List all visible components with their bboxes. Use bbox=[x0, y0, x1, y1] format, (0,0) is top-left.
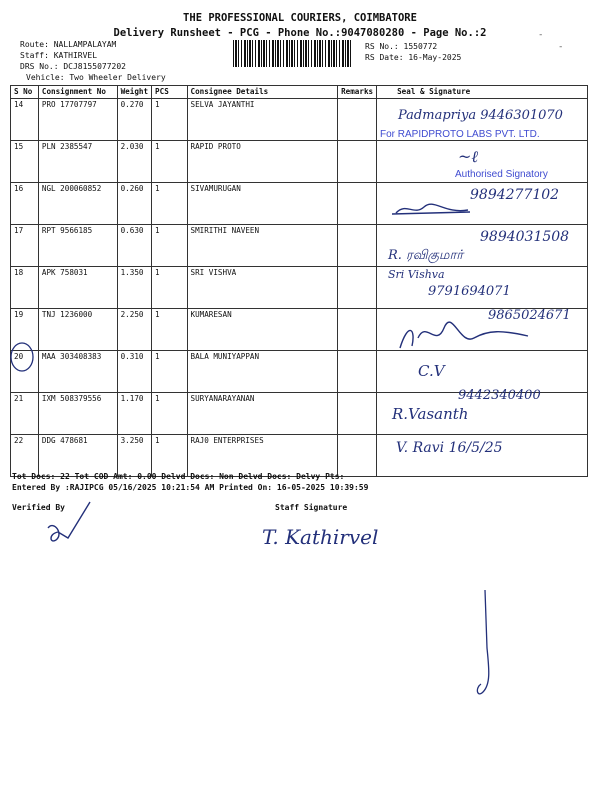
col-consignee: Consignee Details bbox=[187, 86, 338, 99]
staff-label: Staff: KATHIRVEL bbox=[20, 51, 98, 60]
cell-pcs: 1 bbox=[152, 393, 187, 435]
table-row bbox=[11, 351, 588, 393]
col-remarks: Remarks bbox=[338, 86, 377, 99]
cell-pcs: 1 bbox=[152, 267, 187, 309]
route-label: Route: NALLAMPALAYAM bbox=[20, 40, 117, 49]
cell-pcs: 1 bbox=[152, 99, 187, 141]
cell-pcs: 1 bbox=[152, 351, 187, 393]
signature-scribble-icon bbox=[392, 318, 532, 354]
signature-row-14: Padmapriya 9446301070 bbox=[398, 108, 563, 123]
scan-mark: - bbox=[558, 42, 564, 52]
vehicle-label: Vehicle: Two Wheeler Delivery bbox=[26, 73, 166, 82]
cell-pcs: 1 bbox=[152, 309, 187, 351]
cell-consignee: KUMARESAN bbox=[187, 309, 338, 351]
signature-row-15: ~ℓ bbox=[458, 147, 479, 166]
cell-remarks bbox=[338, 225, 377, 267]
signature-row-16-number: 9894277102 bbox=[470, 187, 560, 203]
signature-row-21-number: 9442340400 bbox=[458, 388, 541, 403]
col-sno: S No bbox=[11, 86, 39, 99]
drs-number: DRS No.: DCJ8155077202 bbox=[20, 62, 126, 71]
rs-date: RS Date: 16-May-2025 bbox=[365, 53, 462, 62]
rs-number: RS No.: 1550772 bbox=[365, 42, 438, 51]
cell-consignment: PLN 2385547 bbox=[38, 141, 117, 183]
cell-consignee: SELVA JAYANTHI bbox=[187, 99, 338, 141]
cell-pcs: 1 bbox=[152, 183, 187, 225]
verifier-signature-icon bbox=[40, 498, 100, 548]
cell-consignee: SIVAMURUGAN bbox=[187, 183, 338, 225]
cell-weight: 0.270 bbox=[117, 99, 151, 141]
authorised-signatory-stamp: Authorised Signatory bbox=[455, 169, 548, 180]
cell-sno: 14 bbox=[11, 99, 39, 141]
col-seal-signature: Seal & Signature bbox=[377, 86, 588, 99]
cell-weight: 0.310 bbox=[117, 351, 151, 393]
circle-mark-icon bbox=[8, 340, 36, 374]
cell-weight: 0.260 bbox=[117, 183, 151, 225]
col-pcs: PCS bbox=[152, 86, 187, 99]
col-consignment: Consignment No bbox=[38, 86, 117, 99]
cell-sno: 21 bbox=[11, 393, 39, 435]
cell-sno: 18 bbox=[11, 267, 39, 309]
scan-mark: - bbox=[538, 30, 544, 40]
cell-consignment: NGL 200060852 bbox=[38, 183, 117, 225]
margin-scribble-icon bbox=[465, 588, 505, 708]
cell-remarks bbox=[338, 183, 377, 225]
signature-row-20: C.V bbox=[418, 362, 445, 380]
cell-remarks bbox=[338, 141, 377, 183]
staff-signature: T. Kathirvel bbox=[262, 525, 379, 549]
cell-weight: 3.250 bbox=[117, 435, 151, 477]
signature-row-18-name: R. ரவிகுமார் bbox=[388, 248, 464, 263]
cell-weight: 1.350 bbox=[117, 267, 151, 309]
cell-consignee: RAJ0 ENTERPRISES bbox=[187, 435, 338, 477]
staff-signature-label: Staff Signature bbox=[275, 503, 348, 512]
cell-signature bbox=[377, 351, 588, 393]
cell-sno: 22 bbox=[11, 435, 39, 477]
totals-line: Tot Docs: 22 Tot COD Amt: 0.00 Delvd Docs: Non Delvd Docs: Delvy Pts: bbox=[12, 472, 345, 481]
cell-sno: 19 bbox=[11, 309, 39, 351]
verified-by-label: Verified By bbox=[12, 503, 65, 512]
cell-remarks bbox=[338, 393, 377, 435]
cell-consignment: RPT 9566185 bbox=[38, 225, 117, 267]
cell-pcs: 1 bbox=[152, 141, 187, 183]
runsheet-table bbox=[10, 85, 588, 477]
cell-pcs: 1 bbox=[152, 225, 187, 267]
company-stamp: For RAPIDPROTO LABS PVT. LTD. bbox=[380, 129, 540, 140]
runsheet-title: Delivery Runsheet - PCG - Phone No.:9047080280 - Page No.:2 bbox=[113, 27, 487, 39]
cell-sno: 17 bbox=[11, 225, 39, 267]
cell-consignment: MAA 303408383 bbox=[38, 351, 117, 393]
signature-row-18-name2: Sri Vishva bbox=[388, 268, 445, 281]
cell-remarks bbox=[338, 99, 377, 141]
cell-remarks bbox=[338, 267, 377, 309]
cell-pcs: 1 bbox=[152, 435, 187, 477]
cell-weight: 2.250 bbox=[117, 309, 151, 351]
cell-consignment: APK 758031 bbox=[38, 267, 117, 309]
company-title: THE PROFESSIONAL COURIERS, COIMBATORE bbox=[183, 12, 417, 24]
cell-weight: 1.170 bbox=[117, 393, 151, 435]
cell-sno: 20 bbox=[11, 351, 39, 393]
cell-consignee: SRI VISHVA bbox=[187, 267, 338, 309]
signature-row-21-name: R.Vasanth bbox=[392, 405, 469, 423]
cell-sno: 16 bbox=[11, 183, 39, 225]
cell-consignee: BALA MUNIYAPPAN bbox=[187, 351, 338, 393]
cell-weight: 2.030 bbox=[117, 141, 151, 183]
cell-consignment: PRO 17707797 bbox=[38, 99, 117, 141]
signature-row-17-number: 9894031508 bbox=[480, 229, 570, 245]
signature-row-19-number: 9865024671 bbox=[488, 308, 571, 323]
cell-consignment: DDG 478681 bbox=[38, 435, 117, 477]
entered-printed-line: Entered By :RAJIPCG 05/16/2025 10:21:54 AM Printed On: 16-05-2025 10:39:59 bbox=[12, 483, 369, 492]
table-header-row bbox=[11, 86, 588, 99]
cell-consignment: IXM 508379556 bbox=[38, 393, 117, 435]
cell-remarks bbox=[338, 309, 377, 351]
signature-row-18-number: 9791694071 bbox=[428, 284, 511, 299]
cell-remarks bbox=[338, 351, 377, 393]
signature-row-22: V. Ravi 16/5/25 bbox=[396, 440, 503, 456]
signature-scribble-icon bbox=[392, 198, 472, 220]
cell-sno: 15 bbox=[11, 141, 39, 183]
barcode-image bbox=[233, 40, 351, 67]
cell-remarks bbox=[338, 435, 377, 477]
cell-consignee: SURYANARAYANAN bbox=[187, 393, 338, 435]
cell-consignee: SMIRITHI NAVEEN bbox=[187, 225, 338, 267]
cell-consignee: RAPID PROTO bbox=[187, 141, 338, 183]
cell-consignment: TNJ 1236000 bbox=[38, 309, 117, 351]
cell-weight: 0.630 bbox=[117, 225, 151, 267]
col-weight: Weight bbox=[117, 86, 151, 99]
